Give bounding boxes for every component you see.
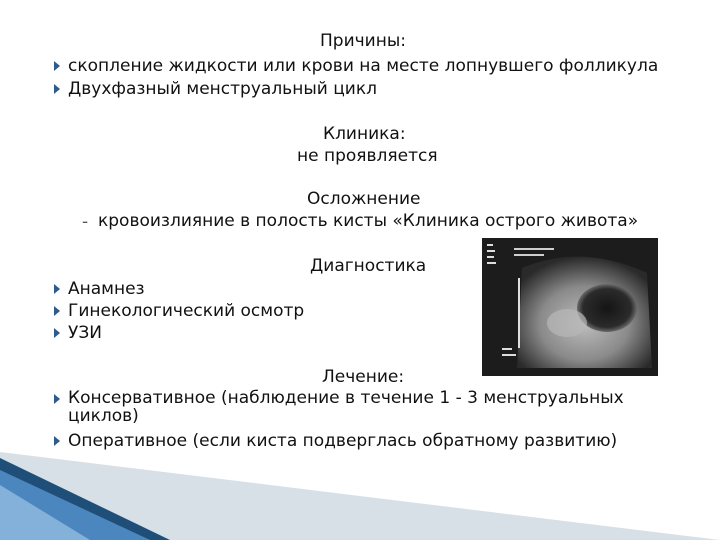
- decorative-corner: [0, 440, 720, 540]
- treatment-item-1: Консервативное (наблюдение в течение 1 - 3 менструальных циклов): [68, 388, 624, 426]
- bullet-icon: [54, 84, 60, 94]
- complication-dash: -: [82, 212, 89, 232]
- treatment-heading: Лечение:: [322, 367, 405, 387]
- diagnostics-heading: Диагностика: [310, 256, 427, 276]
- diagnostics-item-1: Анамнез: [68, 279, 145, 299]
- bullet-icon: [54, 394, 60, 404]
- ultrasound-image: [482, 238, 658, 376]
- clinic-heading: Клиника:: [323, 124, 406, 144]
- bullet-icon: [54, 284, 60, 294]
- bullet-icon: [54, 328, 60, 338]
- complication-heading: Осложнение: [307, 189, 421, 209]
- causes-item-1: скопление жидкости или крови на месте лопнувшего фолликула: [68, 56, 659, 76]
- diagnostics-item-2: Гинекологический осмотр: [68, 301, 305, 321]
- complication-text: кровоизлияние в полость кисты «Клиника острого живота»: [98, 211, 639, 231]
- causes-heading: Причины:: [320, 31, 406, 51]
- treatment-item-2: Оперативное (если киста подверглась обратному развитию): [68, 431, 618, 451]
- diagnostics-item-3: УЗИ: [68, 323, 102, 343]
- bullet-icon: [54, 61, 60, 71]
- causes-item-2: Двухфазный менструальный цикл: [68, 79, 377, 99]
- bullet-icon: [54, 306, 60, 316]
- clinic-text: не проявляется: [297, 146, 438, 166]
